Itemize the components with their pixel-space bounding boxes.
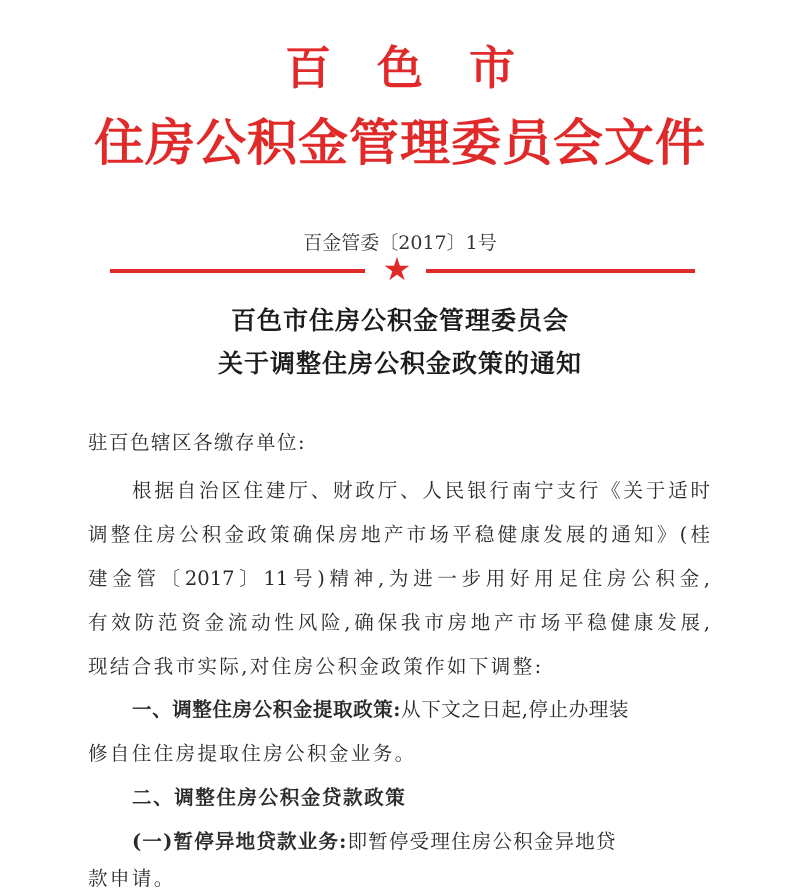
item-2-sub-1: [132, 829, 710, 855]
item-2-sub-1-text: 即暂停受理住房公积金异地贷: [347, 830, 617, 853]
notice-title-line1: 百色市住房公积金管理委员会: [230, 306, 569, 335]
item-1: [132, 697, 710, 723]
item-2-sub-1-continuation: 款申请。: [88, 867, 176, 890]
item-1-heading: 一、调整住房公积金提取政策:: [132, 698, 402, 721]
divider-line-left: [110, 269, 365, 273]
paragraph-1-line: 现结合我市实际,对住房公积金政策作如下调整:: [88, 655, 544, 678]
salutation: 驻百色辖区各缴存单位:: [88, 431, 307, 454]
item-1-continuation: 修自住住房提取住房公积金业务。: [88, 742, 417, 765]
paragraph-1-line: 调整住房公积金政策确保房地产市场平稳健康发展的通知》(桂: [88, 523, 710, 546]
paragraph-1-line: 根据自治区住建厅、财政厅、人民银行南宁支行《关于适时: [132, 479, 710, 502]
star-icon: ★: [382, 250, 412, 288]
notice-title-line2: 关于调整住房公积金政策的通知: [217, 349, 582, 378]
paragraph-1-line: 有效防范资金流动性风险,确保我市房地产市场平稳健康发展,: [88, 611, 710, 634]
document-number: 百金管委〔2017〕1号: [303, 232, 497, 254]
document-type-heading: 住房公积金管理委员会文件: [94, 113, 706, 172]
item-2-heading: 二、调整住房公积金贷款政策: [132, 786, 407, 809]
issuer-name: 百色市: [285, 41, 561, 95]
item-2-sub-1-heading: (一)暂停异地贷款业务:: [132, 830, 348, 853]
red-divider: [110, 250, 695, 288]
divider-line-right: [426, 269, 695, 273]
item-1-text: 从下文之日起,停止办理装: [401, 698, 630, 721]
paragraph-1-line: 建金管〔2017〕11号)精神,为进一步用好用足住房公积金,: [88, 567, 710, 590]
